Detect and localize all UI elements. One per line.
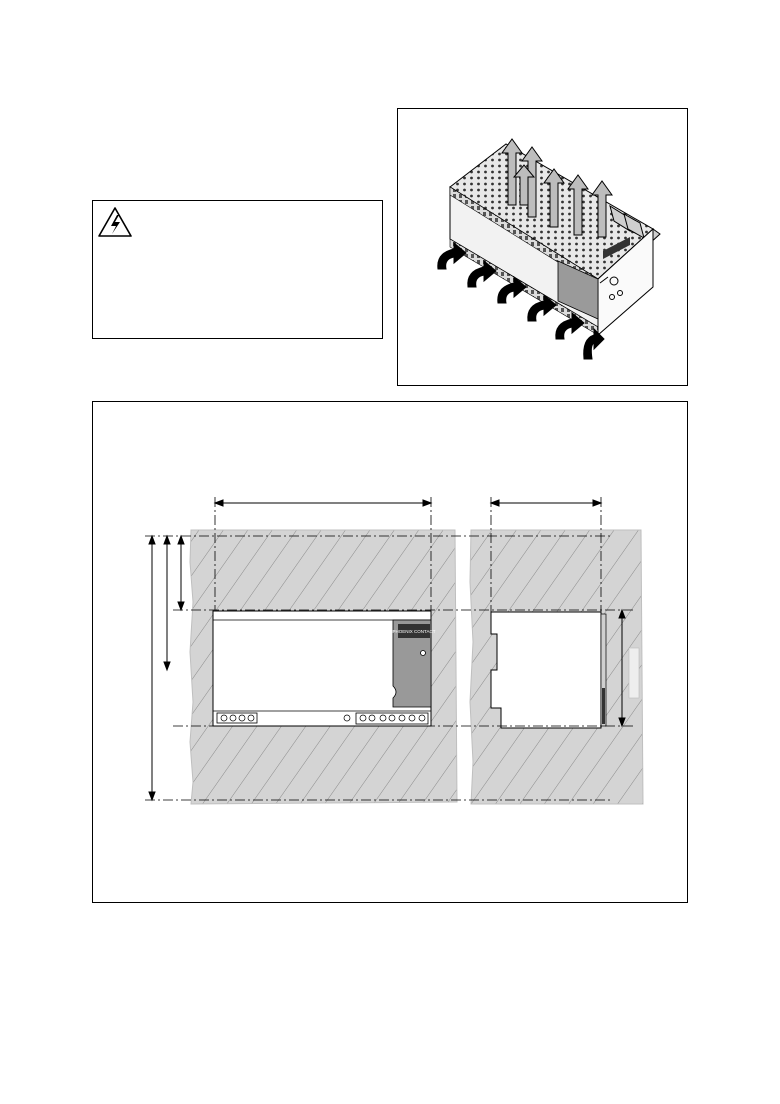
high-voltage-warning-icon [97, 205, 133, 239]
power-supply-airflow-illustration [398, 109, 687, 385]
front-view-device [213, 611, 436, 726]
airflow-arrow-side [584, 329, 604, 359]
mounting-dimension-panel [92, 401, 688, 903]
airflow-illustration-panel [397, 108, 688, 386]
mounting-clearance-drawing [93, 402, 687, 902]
front-logo: PHOENIX CONTACT [392, 629, 436, 634]
warning-box [92, 200, 383, 339]
